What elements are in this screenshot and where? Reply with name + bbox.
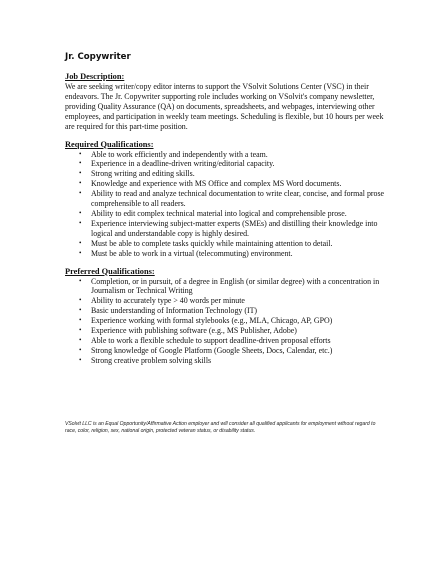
list-item-text: Ability to edit complex technical material into logical and comprehensible prose. (91, 208, 347, 218)
preferred-qualifications-list (65, 277, 385, 366)
bullet-icon: • (79, 326, 82, 335)
bullet-icon: • (79, 169, 82, 178)
bullet-icon: • (79, 296, 82, 305)
list-item (65, 209, 385, 219)
list-item-text: Must be able to complete tasks quickly while maintaining attention to detail. (91, 238, 333, 248)
list-item (65, 306, 385, 316)
bullet-icon: • (79, 248, 82, 257)
list-item-text: Experience in a deadline-driven writing/editorial capacity. (91, 159, 275, 169)
bullet-icon: • (79, 179, 82, 188)
list-item (65, 239, 385, 249)
required-qualifications-list (65, 150, 385, 259)
list-item (65, 159, 385, 169)
preferred-qualifications-heading: Preferred Qualifications: (65, 266, 155, 276)
page-title: Jr. Copywriter (65, 52, 131, 62)
list-item-text: Experience with publishing software (e.g., MS Publisher, Adobe) (91, 326, 297, 336)
list-item (65, 336, 385, 346)
list-item-text: Able to work efficiently and independently with a team. (91, 149, 268, 159)
bullet-icon: • (79, 316, 82, 325)
job-description-text: We are seeking writer/copy editor interns to support the VSolvit Solutions Center (VSC) in their endeavors. The Jr. Copywriter supporting role includes working on VSolvit's company newsletter, providing Quality Assurance (QA) on documents, spreadsheets, and webpages, interviewing other employees, and participation in weekly team meetings. Scheduling is flexible, but 10 hours per week are required for this part-time position. (65, 82, 384, 131)
job-description-heading: Job Description: (65, 72, 125, 81)
bullet-icon: • (79, 208, 82, 217)
list-item (65, 179, 385, 189)
bullet-icon: • (79, 149, 82, 158)
list-item-text: Strong knowledge of Google Platform (Google Sheets, Docs, Calendar, etc.) (91, 345, 333, 355)
list-item (65, 189, 385, 209)
list-item-text: Strong writing and editing skills. (91, 169, 195, 179)
bullet-icon: • (79, 218, 82, 227)
list-item-text: Experience working with formal stylebooks (e.g., MLA, Chicago, AP, GPO) (91, 316, 333, 326)
bullet-icon: • (79, 335, 82, 344)
bullet-icon: • (79, 159, 82, 168)
list-item (65, 219, 385, 239)
list-item (65, 326, 385, 336)
bullet-icon: • (79, 238, 82, 247)
bullet-icon: • (79, 189, 82, 198)
list-item (65, 277, 385, 297)
list-item (65, 249, 385, 259)
list-item (65, 356, 385, 366)
bullet-icon: • (79, 345, 82, 354)
list-item-text: Experience interviewing subject-matter experts (SMEs) and distilling their knowledge into logical and understandable copy is highly desired. (91, 218, 378, 238)
document-body (65, 52, 385, 374)
list-item (65, 316, 385, 326)
list-item-text: Able to work a flexible schedule to support deadline-driven proposal efforts (91, 335, 331, 345)
list-item-text: Must be able to work in a virtual (telecommuting) environment. (91, 248, 293, 258)
list-item-text: Strong creative problem solving skills (91, 355, 212, 365)
list-item-text: Knowledge and experience with MS Office and complex MS Word documents. (91, 179, 342, 189)
required-qualifications-heading: Required Qualifications: (65, 139, 154, 149)
list-item-text: Ability to read and analyze technical documentation to write clear, concise, and formal prose comprehensible to all readers. (91, 189, 385, 209)
list-item (65, 150, 385, 160)
bullet-icon: • (79, 355, 82, 364)
bullet-icon: • (79, 306, 82, 315)
eeo-footer-text: VSolvit LLC is an Equal Opportunity/Affirmative Action employer and will consider all qualified applicants for employment without regard to race, color, religion, sex, national origin, protected veteran status, or disability status. (65, 421, 376, 434)
list-item-text: Completion, or in pursuit, of a degree in English (or similar degree) with a concentration in Journalism or Technical Writing (91, 276, 380, 296)
bullet-icon: • (79, 276, 82, 285)
list-item (65, 296, 385, 306)
list-item (65, 169, 385, 179)
list-item-text: Basic understanding of Information Technology (IT) (91, 306, 258, 316)
list-item (65, 346, 385, 356)
list-item-text: Ability to accurately type > 40 words per minute (91, 296, 245, 306)
